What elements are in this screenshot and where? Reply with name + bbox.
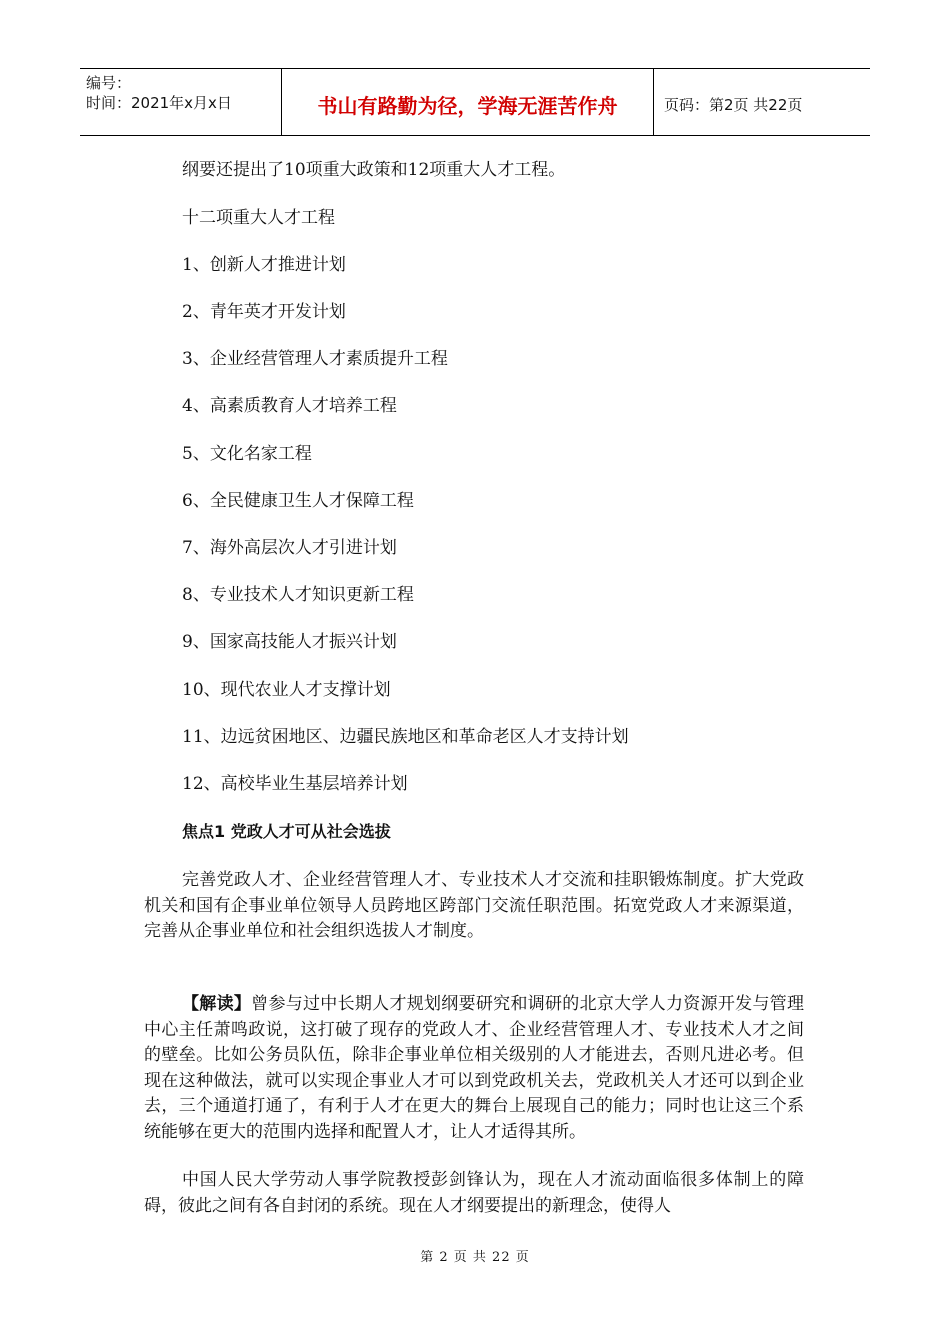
list-item: 2、青年英才开发计划 <box>182 302 346 322</box>
list-item: 1、创新人才推进计划 <box>182 255 346 275</box>
list-item: 9、国家高技能人才振兴计划 <box>182 632 397 652</box>
paragraph-interpretation <box>144 992 804 1145</box>
focus-heading: 焦点1 党政人才可从社会选拔 <box>182 822 391 841</box>
intro-line: 纲要还提出了10项重大政策和12项重大人才工程。 <box>182 160 566 180</box>
paragraph-expert-view: 中国人民大学劳动人事学院教授彭剑锋认为，现在人才流动面临很多体制上的障碍，彼此之间有各自封闭的系统。现在人才纲要提出的新理念，使得人 <box>144 1170 804 1216</box>
list-item: 3、企业经营管理人才素质提升工程 <box>182 349 448 369</box>
page-header <box>80 68 870 136</box>
serial-label: 编号： <box>86 74 132 92</box>
list-item: 5、文化名家工程 <box>182 444 312 464</box>
list-item: 10、现代农业人才支撑计划 <box>182 680 391 700</box>
list-item: 4、高素质教育人才培养工程 <box>182 396 397 416</box>
list-item: 11、边远贫困地区、边疆民族地区和革命老区人才支持计划 <box>182 727 629 747</box>
interpretation-text: 曾参与过中长期人才规划纲要研究和调研的北京大学人力资源开发与管理中心主任萧鸣政说，这打破了现存的党政人才、企业经营管理人才、专业技术人才之间的壁垒。比如公务员队伍，除非企事业单位相关级别的人才能进去，否则凡进必考。但现在这种做法，就可以实现企事业人才可以到党政机关去，党政机关人才还可以到企业去，三个通道打通了，有利于人才在更大的舞台上展现自己的能力；同时也让这三个系统能够在更大的范围内选择和配置人才，让人才适得其所。 <box>144 994 805 1142</box>
list-item: 8、专业技术人才知识更新工程 <box>182 585 414 605</box>
header-motto: 书山有路勤为径，学海无涯苦作舟 <box>282 69 654 135</box>
paragraph-policy: 完善党政人才、企业经营管理人才、专业技术人才交流和挂职锻炼制度。扩大党政机关和国有企事业单位领导人员跨地区跨部门交流任职范围。拓宽党政人才来源渠道，完善从企事业单位和社会组织选拔人才制度。 <box>144 870 804 941</box>
interpretation-label: 【解读】 <box>182 994 252 1014</box>
page-footer: 第 2 页 共 22 页 <box>420 1250 530 1265</box>
list-item: 7、海外高层次人才引进计划 <box>182 538 397 558</box>
header-page-info: 页码：第2页 共22页 <box>664 95 803 114</box>
date-label: 时间：2021年x月x日 <box>86 94 232 112</box>
list-title: 十二项重大人才工程 <box>182 208 335 228</box>
list-item: 6、全民健康卫生人才保障工程 <box>182 491 414 511</box>
list-item: 12、高校毕业生基层培养计划 <box>182 774 408 794</box>
header-meta-cell <box>80 69 282 135</box>
